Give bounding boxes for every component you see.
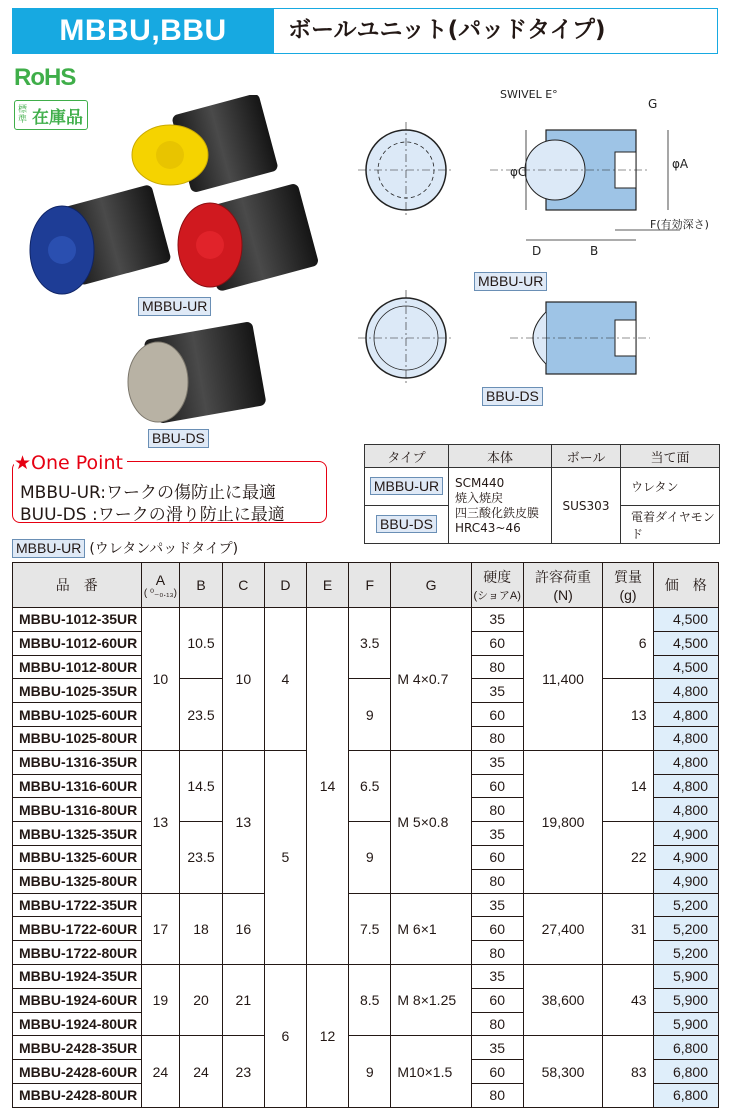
cell-a: 17 bbox=[141, 893, 180, 964]
cell-price: 4,900 bbox=[653, 869, 718, 893]
photo-label-mbbu: MBBU-UR bbox=[138, 297, 211, 316]
cell-price: 4,800 bbox=[653, 774, 718, 798]
col-mass: 質量 (g) bbox=[603, 563, 653, 608]
cell-f: 3.5 bbox=[349, 608, 391, 679]
part-number: MBBU-2428-60UR bbox=[13, 1060, 142, 1084]
cell-price: 5,900 bbox=[653, 1012, 718, 1036]
material-body-line: HRC43~46 bbox=[455, 520, 521, 535]
cell-a: 24 bbox=[141, 1036, 180, 1107]
cell-load: 27,400 bbox=[523, 893, 603, 964]
cell-g: M10×1.5 bbox=[391, 1036, 471, 1107]
material-surface-diamond: 電着ダイヤモンド bbox=[621, 506, 720, 544]
cell-c: 23 bbox=[222, 1036, 264, 1107]
cell-b: 23.5 bbox=[180, 822, 223, 893]
cell-a: 13 bbox=[141, 750, 180, 893]
cell-hardness: 35 bbox=[471, 893, 523, 917]
table-row bbox=[13, 750, 719, 774]
cell-hardness: 60 bbox=[471, 703, 523, 727]
swivel-label: SWIVEL E° bbox=[500, 88, 558, 101]
cell-g: M 6×1 bbox=[391, 893, 471, 964]
material-type-mbbu: MBBU-UR bbox=[370, 477, 443, 495]
cell-c: 13 bbox=[222, 750, 264, 893]
cell-b: 23.5 bbox=[180, 679, 223, 750]
cell-b: 20 bbox=[180, 964, 223, 1035]
cell-load: 58,300 bbox=[523, 1036, 603, 1107]
product-photos bbox=[20, 95, 340, 445]
part-number: MBBU-1316-60UR bbox=[13, 774, 142, 798]
section-text: (ウレタンパッドタイプ) bbox=[89, 541, 239, 557]
cell-price: 6,800 bbox=[653, 1083, 718, 1107]
one-point-line-1: MBBU-UR:ワークの傷防止に最適 bbox=[20, 483, 277, 503]
cell-e: 12 bbox=[306, 964, 348, 1107]
col-hardness: 硬度 (ショアA) bbox=[471, 563, 523, 608]
blue-ball-unit-image bbox=[30, 184, 172, 294]
cell-mass: 83 bbox=[603, 1036, 653, 1107]
cell-f: 6.5 bbox=[349, 750, 391, 821]
cell-b: 10.5 bbox=[180, 608, 223, 679]
rohs-logo: RoHS bbox=[14, 64, 76, 91]
material-body-line: SCM440 bbox=[455, 475, 505, 490]
drawing-label-bbu: BBU-DS bbox=[482, 387, 543, 406]
material-body-line: 四三酸化鉄皮膜 bbox=[455, 505, 540, 520]
cell-hardness: 60 bbox=[471, 845, 523, 869]
table-row bbox=[13, 679, 719, 703]
cell-price: 4,800 bbox=[653, 679, 718, 703]
cell-mass: 43 bbox=[603, 964, 653, 1035]
part-number: MBBU-2428-35UR bbox=[13, 1036, 142, 1060]
material-header-body: 本体 bbox=[449, 445, 552, 468]
col-f: F bbox=[349, 563, 391, 608]
col-price: 価 格 bbox=[653, 563, 718, 608]
cell-g: M 5×0.8 bbox=[391, 750, 471, 893]
yellow-ball-unit-image bbox=[132, 95, 279, 193]
phi-c-label: φC bbox=[510, 165, 527, 179]
cell-b: 24 bbox=[180, 1036, 223, 1107]
col-d: D bbox=[264, 563, 306, 608]
cell-hardness: 35 bbox=[471, 608, 523, 632]
cell-load: 38,600 bbox=[523, 964, 603, 1035]
material-header-ball: ボール bbox=[552, 445, 621, 468]
cell-f: 9 bbox=[349, 679, 391, 750]
part-number: MBBU-1012-60UR bbox=[13, 631, 142, 655]
cell-price: 4,500 bbox=[653, 631, 718, 655]
part-number: MBBU-1325-35UR bbox=[13, 822, 142, 846]
col-b: B bbox=[180, 563, 223, 608]
cell-b: 14.5 bbox=[180, 750, 223, 821]
material-surface-urethane: ウレタン bbox=[621, 468, 720, 506]
part-number: MBBU-1012-35UR bbox=[13, 608, 142, 632]
cell-price: 5,200 bbox=[653, 941, 718, 965]
col-part: 品 番 bbox=[13, 563, 142, 608]
drawing-label-mbbu: MBBU-UR bbox=[474, 272, 547, 291]
cell-price: 4,500 bbox=[653, 655, 718, 679]
cell-hardness: 80 bbox=[471, 1083, 523, 1107]
cell-d: 5 bbox=[264, 750, 306, 964]
col-e: E bbox=[306, 563, 348, 608]
cell-f: 7.5 bbox=[349, 893, 391, 964]
part-number: MBBU-1325-60UR bbox=[13, 845, 142, 869]
cell-hardness: 35 bbox=[471, 822, 523, 846]
cell-d: 6 bbox=[264, 964, 306, 1107]
diamond-ball-unit-image bbox=[128, 321, 267, 424]
cell-hardness: 80 bbox=[471, 869, 523, 893]
cell-hardness: 60 bbox=[471, 1060, 523, 1084]
part-number: MBBU-1025-80UR bbox=[13, 726, 142, 750]
material-type-cell bbox=[365, 468, 449, 506]
cell-mass: 13 bbox=[603, 679, 653, 750]
cell-load: 19,800 bbox=[523, 750, 603, 893]
material-body-line: 焼入焼戻 bbox=[455, 490, 504, 505]
col-g: G bbox=[391, 563, 471, 608]
one-point-title: ★One Point bbox=[14, 452, 127, 474]
part-number: MBBU-1722-80UR bbox=[13, 941, 142, 965]
cell-hardness: 35 bbox=[471, 1036, 523, 1060]
table-row bbox=[13, 1036, 719, 1060]
col-a: A ( ⁰₋₀.₁₃) bbox=[141, 563, 180, 608]
cell-price: 4,500 bbox=[653, 608, 718, 632]
part-number: MBBU-1722-60UR bbox=[13, 917, 142, 941]
cell-price: 6,800 bbox=[653, 1036, 718, 1060]
cell-f: 8.5 bbox=[349, 964, 391, 1035]
cell-c: 16 bbox=[222, 893, 264, 964]
cell-price: 4,800 bbox=[653, 703, 718, 727]
red-ball-unit-image bbox=[178, 183, 319, 292]
part-number: MBBU-1025-60UR bbox=[13, 703, 142, 727]
one-point-line-2: BUU-DS :ワークの滑り防止に最適 bbox=[20, 505, 285, 525]
cell-price: 4,800 bbox=[653, 798, 718, 822]
cell-g: M 4×0.7 bbox=[391, 608, 471, 751]
cell-mass: 22 bbox=[603, 822, 653, 893]
material-table bbox=[364, 444, 720, 544]
material-type-cell bbox=[365, 506, 449, 544]
stock-badge-big: 在庫品 bbox=[32, 107, 83, 128]
bbu-front-view bbox=[358, 290, 454, 386]
cell-hardness: 35 bbox=[471, 679, 523, 703]
cell-b: 18 bbox=[180, 893, 223, 964]
cell-price: 5,900 bbox=[653, 964, 718, 988]
cell-hardness: 60 bbox=[471, 917, 523, 941]
g-label: G bbox=[648, 97, 658, 111]
cell-price: 4,900 bbox=[653, 845, 718, 869]
cell-price: 5,200 bbox=[653, 917, 718, 941]
phi-a-label: φA bbox=[672, 157, 689, 171]
part-number: MBBU-1316-35UR bbox=[13, 750, 142, 774]
cell-price: 4,900 bbox=[653, 822, 718, 846]
cell-hardness: 80 bbox=[471, 1012, 523, 1036]
cell-load: 11,400 bbox=[523, 608, 603, 751]
material-header-type: タイプ bbox=[365, 445, 449, 468]
part-number: MBBU-1012-80UR bbox=[13, 655, 142, 679]
stock-badge-small: 標準 bbox=[18, 105, 28, 125]
part-number: MBBU-1316-80UR bbox=[13, 798, 142, 822]
cell-g: M 8×1.25 bbox=[391, 964, 471, 1035]
part-number: MBBU-1722-35UR bbox=[13, 893, 142, 917]
part-number: MBBU-1325-80UR bbox=[13, 869, 142, 893]
material-type-bbu: BBU-DS bbox=[376, 515, 437, 533]
technical-drawing bbox=[350, 80, 720, 410]
cell-hardness: 80 bbox=[471, 655, 523, 679]
spec-table bbox=[12, 562, 719, 1108]
cell-price: 4,800 bbox=[653, 726, 718, 750]
table-row bbox=[13, 608, 719, 632]
cell-price: 4,800 bbox=[653, 750, 718, 774]
part-number: MBBU-1924-60UR bbox=[13, 988, 142, 1012]
table-row bbox=[13, 822, 719, 846]
cell-e: 14 bbox=[306, 608, 348, 965]
material-ball-cell: SUS303 bbox=[552, 468, 621, 544]
cell-a: 10 bbox=[141, 608, 180, 751]
cell-hardness: 80 bbox=[471, 941, 523, 965]
b-label: B bbox=[590, 244, 599, 258]
cell-f: 9 bbox=[349, 822, 391, 893]
cell-mass: 14 bbox=[603, 750, 653, 821]
part-number: MBBU-1924-80UR bbox=[13, 1012, 142, 1036]
cell-c: 10 bbox=[222, 608, 264, 751]
d-label: D bbox=[532, 244, 542, 258]
photo-label-bbu: BBU-DS bbox=[148, 429, 209, 448]
material-header-surface: 当て面 bbox=[621, 445, 720, 468]
mbbu-front-view bbox=[358, 122, 454, 218]
cell-a: 19 bbox=[141, 964, 180, 1035]
cell-hardness: 35 bbox=[471, 964, 523, 988]
cell-c: 21 bbox=[222, 964, 264, 1035]
cell-hardness: 35 bbox=[471, 750, 523, 774]
section-label bbox=[12, 538, 238, 558]
cell-price: 5,900 bbox=[653, 988, 718, 1012]
table-row bbox=[13, 964, 719, 988]
cell-price: 6,800 bbox=[653, 1060, 718, 1084]
cell-d: 4 bbox=[264, 608, 306, 751]
col-load: 許容荷重 (N) bbox=[523, 563, 603, 608]
cell-mass: 31 bbox=[603, 893, 653, 964]
part-number: MBBU-1924-35UR bbox=[13, 964, 142, 988]
cell-hardness: 60 bbox=[471, 774, 523, 798]
bbu-side-section bbox=[510, 302, 650, 374]
part-number: MBBU-2428-80UR bbox=[13, 1083, 142, 1107]
cell-hardness: 60 bbox=[471, 988, 523, 1012]
col-c: C bbox=[222, 563, 264, 608]
series-title: MBBU,BBU bbox=[12, 8, 274, 54]
cell-f: 9 bbox=[349, 1036, 391, 1107]
part-number: MBBU-1025-35UR bbox=[13, 679, 142, 703]
cell-mass: 6 bbox=[603, 608, 653, 679]
cell-hardness: 60 bbox=[471, 631, 523, 655]
cell-hardness: 80 bbox=[471, 726, 523, 750]
f-label: F(有効深さ) bbox=[650, 218, 709, 231]
table-row bbox=[13, 893, 719, 917]
cell-hardness: 80 bbox=[471, 798, 523, 822]
product-title: ボールユニット(パッドタイプ) bbox=[274, 8, 718, 54]
cell-price: 5,200 bbox=[653, 893, 718, 917]
section-tag: MBBU-UR bbox=[12, 539, 85, 558]
